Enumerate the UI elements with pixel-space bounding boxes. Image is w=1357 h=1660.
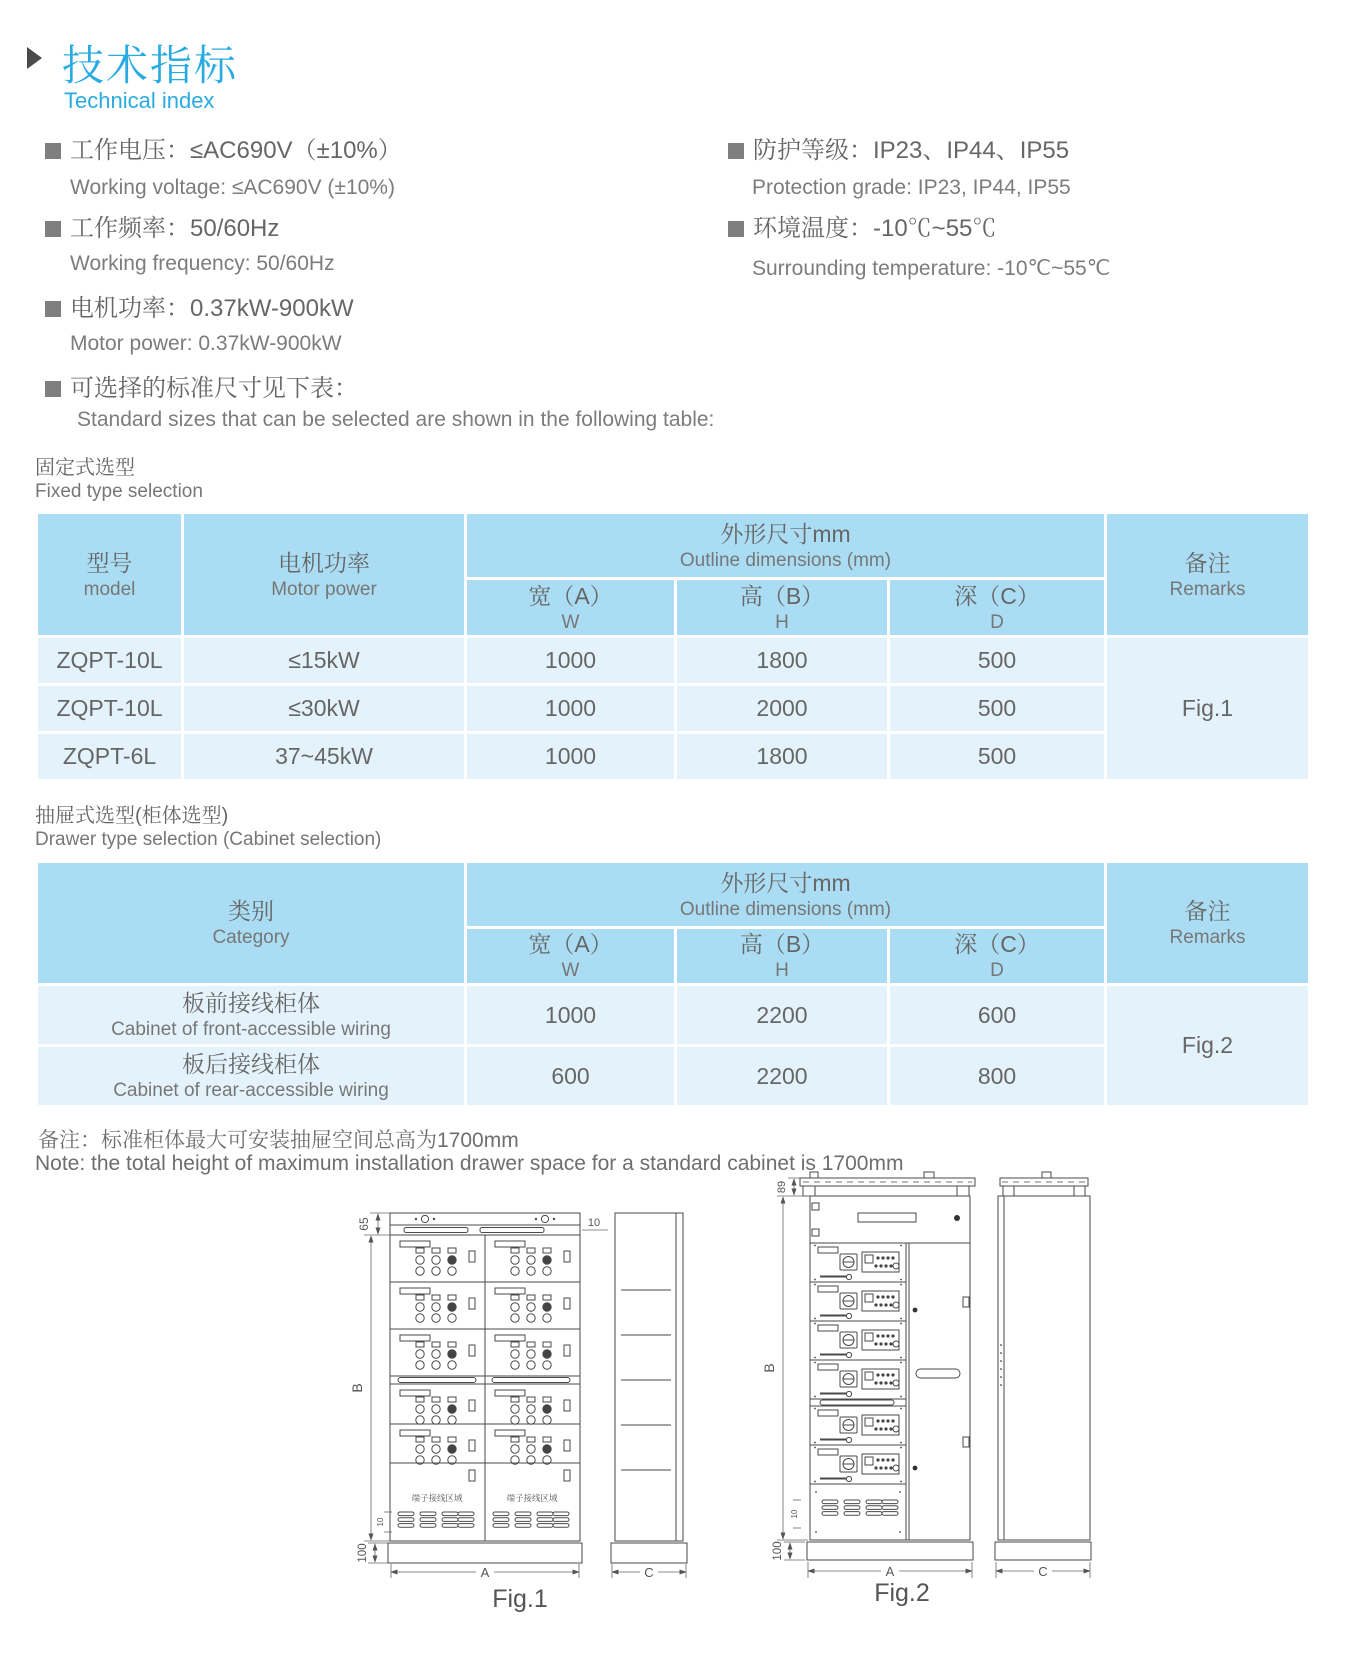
spec-working-frequency-en: Working frequency: 50/60Hz xyxy=(70,252,335,275)
spec-protection-grade-en: Protection grade: IP23, IP44, IP55 xyxy=(752,176,1071,199)
fig2-dim-10-vent: 10 xyxy=(790,1509,799,1519)
drawer-table-section-zh: 抽屉式选型(柜体选型) xyxy=(35,805,229,827)
drawer-type-table xyxy=(35,860,1311,1108)
cell-h-1: 2000 xyxy=(676,685,889,733)
header-outline-dimensions: 外形尺寸mm Outline dimensions (mm) xyxy=(466,862,1106,928)
fig2-dim-c: C xyxy=(1038,1564,1048,1579)
fixed-table-section-zh: 固定式选型 xyxy=(35,457,135,479)
fig2-dim-b: B xyxy=(761,1363,777,1373)
header-remarks: 备注 Remarks xyxy=(1106,862,1310,985)
fig2-side-view xyxy=(995,1172,1091,1560)
fig2-drawing xyxy=(715,1140,1095,1610)
cell-remarks-fig2: Fig.2 xyxy=(1106,985,1310,1107)
fig1-dim-10-top: 10 xyxy=(587,1217,601,1229)
page-subtitle: Technical index xyxy=(64,88,215,113)
cell-w-0: 1000 xyxy=(466,985,676,1046)
cell-w-0: 1000 xyxy=(466,637,676,685)
cell-d-1: 500 xyxy=(889,685,1106,733)
cell-d-0: 500 xyxy=(889,637,1106,685)
square-bullet-icon xyxy=(45,221,61,237)
cell-model-2: ZQPT-6L xyxy=(37,733,183,781)
fig1-dim-c: C xyxy=(644,1565,654,1580)
spec-protection-grade-zh xyxy=(728,136,1069,166)
header-width-a: 宽（A） W xyxy=(466,928,676,985)
cell-motor-1: ≤30kW xyxy=(183,685,466,733)
cell-h-0: 2200 xyxy=(676,985,889,1046)
header-height-b: 高（B） H xyxy=(676,579,889,637)
header-outline-dimensions: 外形尺寸mm Outline dimensions (mm) xyxy=(466,513,1106,579)
fig1-caption: Fig.1 xyxy=(492,1585,548,1613)
spec-ambient-temperature-en: Surrounding temperature: -10℃~55℃ xyxy=(752,257,1111,280)
cell-h-2: 1800 xyxy=(676,733,889,781)
spec-table-intro-zh xyxy=(45,374,358,404)
section-arrow-icon xyxy=(27,47,42,69)
spec-text: 可选择的标准尺寸见下表： xyxy=(70,375,358,402)
fig1-terminal-area-label: 端子接线区域 xyxy=(506,1493,558,1503)
cell-category-1: 板后接线柜体 Cabinet of rear-accessible wiring xyxy=(37,1046,466,1107)
spec-text: 工作频率：50/60Hz xyxy=(70,215,280,242)
header-depth-c: 深（C） D xyxy=(889,928,1106,985)
spec-text: 工作电压：≤AC690V（±10%） xyxy=(70,137,402,164)
cell-d-1: 800 xyxy=(889,1046,1106,1107)
cell-d-2: 500 xyxy=(889,733,1106,781)
spec-working-voltage-zh xyxy=(45,136,402,166)
header-motor-power: 电机功率 Motor power xyxy=(183,513,466,637)
cell-remarks-fig1: Fig.1 xyxy=(1106,637,1310,781)
spec-motor-power-en: Motor power: 0.37kW-900kW xyxy=(70,332,342,355)
square-bullet-icon xyxy=(45,301,61,317)
cell-model-0: ZQPT-10L xyxy=(37,637,183,685)
header-depth-c: 深（C） D xyxy=(889,579,1106,637)
cell-d-0: 600 xyxy=(889,985,1106,1046)
spec-text: 电机功率：0.37kW-900kW xyxy=(70,295,354,322)
square-bullet-icon xyxy=(45,143,61,159)
fig1-dim-100: 100 xyxy=(357,1543,369,1563)
cell-w-1: 600 xyxy=(466,1046,676,1107)
header-remarks: 备注 Remarks xyxy=(1106,513,1310,637)
page-title: 技术指标 xyxy=(62,42,239,89)
spec-motor-power-zh xyxy=(45,294,354,324)
fig2-dim-a: A xyxy=(885,1564,895,1579)
fig1-dim-65: 65 xyxy=(357,1217,371,1231)
spec-text: 环境温度：-10℃~55℃ xyxy=(753,215,997,242)
spec-working-frequency-zh xyxy=(45,214,279,244)
fig1-dim-b: B xyxy=(349,1383,365,1393)
square-bullet-icon xyxy=(728,221,744,237)
fig2-dim-100: 100 xyxy=(772,1541,784,1561)
fixed-type-table xyxy=(35,511,1311,782)
cell-motor-2: 37~45kW xyxy=(183,733,466,781)
fig2-caption: Fig.2 xyxy=(874,1579,930,1607)
cell-h-1: 2200 xyxy=(676,1046,889,1107)
header-height-b: 高（B） H xyxy=(676,928,889,985)
spec-table-intro-en: Standard sizes that can be selected are shown in the following table: xyxy=(77,408,715,431)
fig2-front-view xyxy=(800,1172,975,1560)
drawer-table-section-en: Drawer type selection (Cabinet selection) xyxy=(35,829,382,850)
spec-ambient-temperature-zh xyxy=(728,214,996,244)
square-bullet-icon xyxy=(45,381,61,397)
fig1-dim-10-vent: 10 xyxy=(376,1517,385,1527)
cell-category-0: 板前接线柜体 Cabinet of front-accessible wiring xyxy=(37,985,466,1046)
fig1-terminal-area-label: 端子接线区域 xyxy=(411,1493,463,1503)
fixed-table-section-en: Fixed type selection xyxy=(35,481,203,502)
cell-h-0: 1800 xyxy=(676,637,889,685)
fig1-dim-a: A xyxy=(480,1565,490,1580)
header-width-a: 宽（A） W xyxy=(466,579,676,637)
spec-text: 防护等级：IP23、IP44、IP55 xyxy=(753,137,1070,164)
note-zh: 备注：标准柜体最大可安装抽屉空间总高为1700mm xyxy=(38,1129,519,1152)
header-category: 类别 Category xyxy=(37,862,466,985)
fig1-side-view xyxy=(611,1213,687,1563)
fig2-dim-89: 89 xyxy=(776,1180,788,1194)
fig1-drawing xyxy=(340,1190,700,1620)
spec-working-voltage-en: Working voltage: ≤AC690V (±10%) xyxy=(70,176,395,199)
cell-w-2: 1000 xyxy=(466,733,676,781)
cell-w-1: 1000 xyxy=(466,685,676,733)
fig1-front-view xyxy=(388,1213,582,1563)
note-en: Note: the total height of maximum installation drawer space for a standard cabinet is 1700mm xyxy=(35,1152,904,1175)
square-bullet-icon xyxy=(728,143,744,159)
cell-model-1: ZQPT-10L xyxy=(37,685,183,733)
header-model: 型号 model xyxy=(37,513,183,637)
cell-motor-0: ≤15kW xyxy=(183,637,466,685)
